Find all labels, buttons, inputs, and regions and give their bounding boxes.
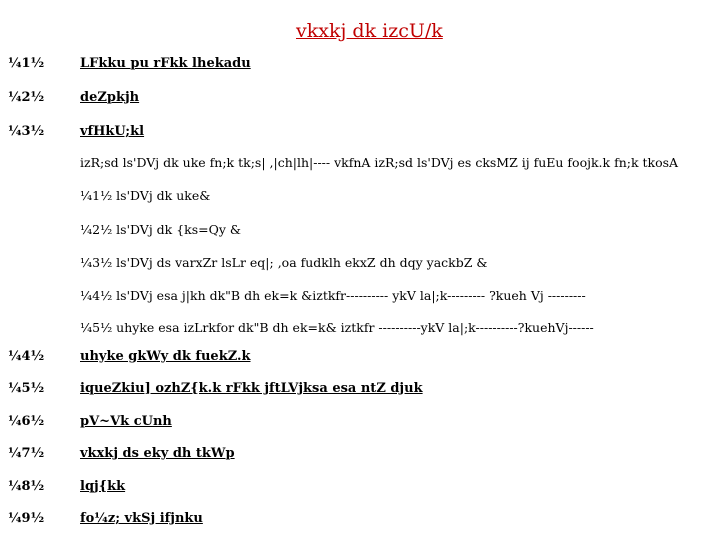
sub-item: ¼3½ ls'DVj ds varxZr lsLr eq|; ,oa fudklh ekxZ dh dqy yackbZ & bbox=[80, 255, 488, 270]
item-number: ¼7½ bbox=[8, 446, 45, 461]
item-number: ¼5½ bbox=[8, 381, 45, 396]
item-heading: deZpkjh bbox=[80, 90, 140, 105]
item-number: ¼8½ bbox=[8, 479, 45, 494]
sub-item: ¼5½ uhyke esa izLrkfor dk"B dh ek=k& iztkfr ----------ykV la|;k----------?kuehVj------ bbox=[80, 320, 594, 335]
paragraph: izR;sd ls'DVj dk uke fn;k tk;s| ,|ch|lh|---- vkfnA izR;sd ls'DVj es cksMZ ij fuEu foojk.k fn;k tkosA bbox=[80, 155, 679, 170]
sub-item: ¼1½ ls'DVj dk uke& bbox=[80, 188, 211, 203]
item-heading: vkxkj ds eky dh tkWp bbox=[80, 446, 235, 461]
page-title-wrap bbox=[296, 20, 443, 42]
item-heading: lqj{kk bbox=[80, 479, 126, 494]
item-heading: iqueZkiu] ozhZ{k.k rFkk jftLVjksa esa ntZ djuk bbox=[80, 381, 423, 396]
item-heading: vfHkU;kl bbox=[80, 124, 145, 139]
item-heading: uhyke gkWy dk fuekZ.k bbox=[80, 349, 251, 364]
item-heading: LFkku pu rFkk lhekadu bbox=[80, 56, 251, 71]
sub-item: ¼2½ ls'DVj dk {ks=Qy & bbox=[80, 222, 242, 237]
item-heading: pV~Vk cUnh bbox=[80, 414, 172, 429]
item-heading: fo¼z; vkSj ifjnku bbox=[80, 511, 203, 526]
item-number: ¼6½ bbox=[8, 414, 45, 429]
page-title: vkxkj dk izcU/k bbox=[296, 20, 443, 42]
sub-item: ¼4½ ls'DVj esa j|kh dk"B dh ek=k &iztkfr---------- ykV la|;k--------- ?kueh Vj --------- bbox=[80, 288, 586, 303]
item-number: ¼1½ bbox=[8, 56, 45, 71]
item-number: ¼9½ bbox=[8, 511, 45, 526]
item-number: ¼4½ bbox=[8, 349, 45, 364]
item-number: ¼3½ bbox=[8, 124, 45, 139]
item-number: ¼2½ bbox=[8, 90, 45, 105]
